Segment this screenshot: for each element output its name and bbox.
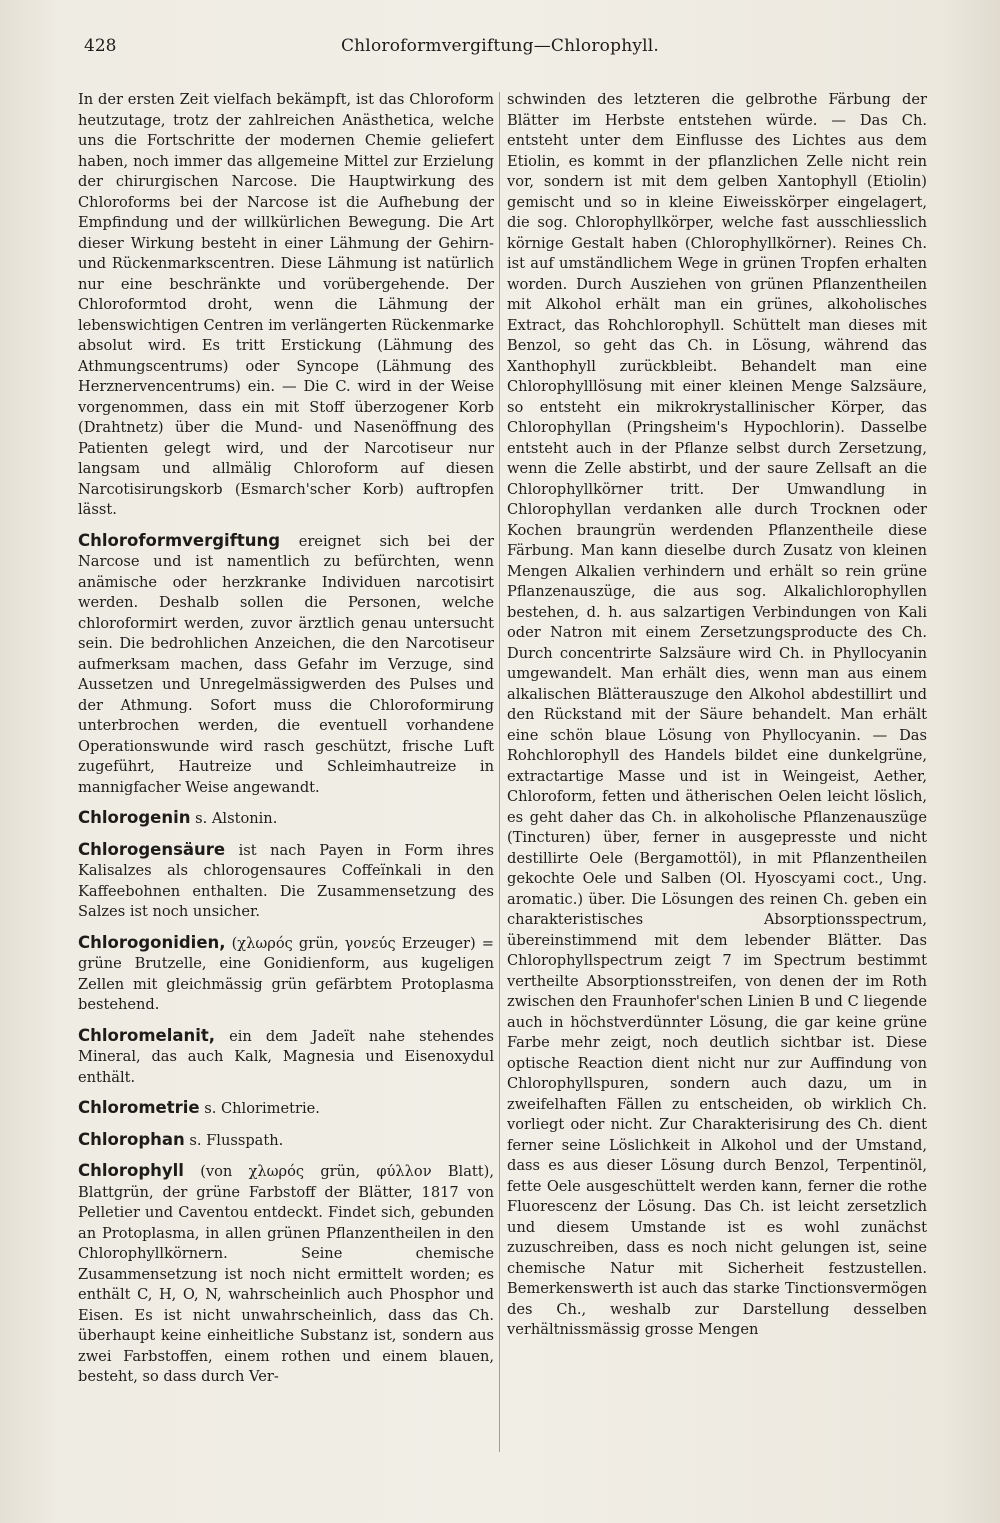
headword: Chloromelanit, bbox=[78, 1025, 216, 1045]
entry-text: (χλωρός grün, γονεύς Erzeuger) = grüne Brutzelle, eine Gonidienform, aus kugeligen Zellen mit gleichmässig grün gefärbtem Protoplasma bestehend. bbox=[78, 934, 494, 1013]
left-column bbox=[78, 90, 494, 1388]
headword: Chlorophan bbox=[78, 1129, 185, 1149]
entry-text: s. Chlorimetrie. bbox=[199, 1100, 320, 1117]
entry-text: ein dem Jadeït nahe stehendes Mineral, das auch Kalk, Magnesia und Eisenoxydul enthält. bbox=[78, 1027, 494, 1086]
headword: Chlorogonidien, bbox=[78, 932, 226, 952]
continued-paragraph: schwinden des letzteren die gelbrothe Färbung der Blätter im Herbste entstehen würde. — Das Ch. entsteht unter dem Einflusse des Lichtes aus dem Etiolin, es kommt in der pflanzlichen Zelle nicht rein vor, sondern ist mit dem gelben Xantophyll (Etiolin) gemischt und so in kleine Eiweisskörper eingelagert, die sog. Chlorophyllkörper, welche fast ausschliesslich körnige Gestalt haben (Chlorophyllkörner). Reines Ch. ist auf umständlichem Wege in grünen Tropfen erhalten worden. Durch Ausziehen von grünen Pflanzentheilen mit Alkohol erhält man ein grünes, alkoholisches Extract, das Rohchlorophyll. Schüttelt man dieses mit Benzol, so geht das Ch. in Lösung, während das Xanthophyll zurückbleibt. Behandelt man eine Chlorophylllösung mit einer kleinen Menge Salzsäure, so entsteht ein mikrokrystallinischer Körper, das Chlorophyllan (Pringsheim's Hypochlorin). Dasselbe entsteht auch in der Pflanze selbst durch Zersetzung, wenn die Zelle abstirbt, und der saure Zellsaft an die Chlorophyllkörner tritt. Der Umwandlung in Chlorophyllan verdanken alle durch Trocknen oder Kochen braungrün werdenden Pflanzentheile diese Färbung. Man kann dieselbe durch Zusatz von kleinen Mengen Alkalien verhindern und erhält so rein grüne Pflanzenauszüge, die aus sog. Alkalichlorophyllen bestehen, d. h. aus salzartigen Verbindungen von Kali oder Natron mit einem Zersetzungsproducte des Ch. Durch concentrirte Salzsäure wird Ch. in Phyllocyanin umgewandelt. Man erhält dies, wenn man aus einem alkalischen Blätterauszuge den Alkohol abdestillirt und den Rückstand mit der Säure behandelt. Man erhält eine schön blaue Lösung von Phyllocyanin. — Das Rohchlorophyll des Handels bildet eine dunkelgrüne, extractartige Masse und ist in Weingeist, Aether, Chloroform, fetten und ätherischen Oelen leicht löslich, es geht daher das Ch. in alkoholische Pflanzenauszüge (Tincturen) über, ferner in ausgepresste und nicht destillirte Oele (Bergamottöl), in mit Pflanzentheilen gekochte Oele und Salben (Ol. Hyoscyami coct., Ung. aromatic.) über. Die Lösungen des reinen Ch. geben ein charakteristisches Absorptionsspectrum, übereinstimmend mit dem lebender Blätter. Das Chlorophyllspectrum zeigt 7 im Spectrum bestimmt vertheilte Absorptionsstreifen, von denen der im Roth zwischen den Fraunhofer'schen Linien B und C liegende auch in höchstverdünnter Lösung, die gar keine grüne Farbe mehr zeigt, noch deutlich sichtbar ist. Diese optische Reaction dient nicht nur zur Auffindung von Chlorophyllspuren, sondern auch dazu, um in zweifelhaften Fällen zu entscheiden, ob wirklich Ch. vorliegt oder nicht. Zur Charakterisirung des Ch. dient ferner seine Löslichkeit in Alkohol und der Umstand, dass es aus dieser Lösung durch Benzol, Terpentinöl, fette Oele ausgeschüttelt werden kann, ferner die rothe Fluorescenz der Lösung. Das Ch. ist leicht zersetzlich und diesem Umstande ist es wohl zunächst zuzuschreiben, dass es noch nicht gelungen ist, seine chemische Natur mit Sicherheit festzustellen. Bemerkenswerth ist auch das starke Tinctionsvermögen des Ch., weshalb zur Darstellung desselben verhältnissmässig grosse Mengen bbox=[507, 91, 927, 1338]
entry-text: s. Flusspath. bbox=[184, 1131, 284, 1149]
headword: Chloroformvergiftung bbox=[78, 530, 281, 550]
page-header bbox=[80, 36, 920, 66]
entry-chloroformvergiftung bbox=[78, 531, 494, 799]
headword: Chlorogenin bbox=[78, 808, 191, 827]
entry-text: s. Alstonin. bbox=[190, 810, 278, 827]
page-number: 428 bbox=[84, 36, 117, 56]
entry-chlorogenin bbox=[78, 808, 494, 830]
entry-chloromelanit bbox=[78, 1026, 494, 1089]
entry-text: (von χλωρός grün, φύλλον Blatt), Blattgrün, der grüne Farbstoff der Blätter, 1817 von Pelletier und Caventou entdeckt. Findet sich, gebunden an Protoplasma, in allen grünen Pflanzentheilen in den Chlorophyllkörnern. Seine chemische Zusammensetzung ist noch nicht ermittelt worden; es enthält C, H, O, N, wahrscheinlich auch Phosphor und Eisen. Es ist nicht unwahrscheinlich, dass das Ch. überhaupt keine einheitliche Substanz ist, sondern aus zwei Farbstoffen, einem rothen und einem blauen, besteht, so dass durch Ver- bbox=[78, 1163, 494, 1385]
column-divider bbox=[499, 92, 500, 1452]
right-column bbox=[507, 90, 927, 1341]
headword: Chlorometrie bbox=[78, 1098, 200, 1117]
entry-chlorogensaeure bbox=[78, 840, 494, 923]
headword: Chlorophyll bbox=[78, 1161, 184, 1180]
entry-text: ereignet sich bei der Narcose und ist namentlich zu befürchten, wenn anämische oder herzkranke Individuen narcotisirt werden. Deshalb sollen die Personen, welche chloroformirt werden, zuvor ärztlich genau untersucht sein. Die bedrohlichen Anzeichen, die den Narcotiseur aufmerksam machen, dass Gefahr im Verzuge, sind Aussetzen und Unregelmässigwerden des Pulses und der Athmung. Sofort muss die Chloroformirung unterbrochen werden, die eventuell vorhandene Operationswunde wird rasch geschützt, frische Luft zugeführt, Hautreize und Schleimhautreize in mannigfacher Weise angewandt. bbox=[78, 532, 494, 796]
intro-paragraph: In der ersten Zeit vielfach bekämpft, ist das Chloroform heutzutage, trotz der zahlreichen Anästhetica, welche uns die Fortschritte der modernen Chemie geliefert haben, noch immer das allgemeine Mittel zur Erzielung der chirurgischen Narcose. Die Hauptwirkung des Chloroforms bei der Narcose ist die Aufhebung der Empfindung und der willkürlichen Bewegung. Die Art dieser Wirkung besteht in einer Lähmung der Gehirn- und Rückenmarkscentren. Diese Lähmung ist natürlich nur eine beschränkte und vorübergehende. Der Chloroformtod droht, wenn die Lähmung der lebenswichtigen Centren im verlängerten Rückenmarke absolut wird. Es tritt Erstickung (Lähmung des Athmungscentrums) oder Syncope (Lähmung des Herznervencentrums) ein. — Die C. wird in der Weise vorgenommen, dass ein mit Stoff überzogener Korb (Drahtnetz) über die Mund- und Nasenöffnung des Patienten gelegt wird, und der Narcotiseur nur langsam und allmälig Chloroform auf diesen Narcotisirungskorb (Esmarch'scher Korb) auftropfen lässt. bbox=[78, 91, 494, 518]
entry-chlorophyll bbox=[78, 1161, 494, 1388]
entry-chlorometrie bbox=[78, 1098, 494, 1120]
entry-chlorophan bbox=[78, 1130, 494, 1152]
running-head: Chloroformvergiftung—Chlorophyll. bbox=[340, 36, 660, 56]
entry-chlorogonidien bbox=[78, 933, 494, 1016]
headword: Chlorogensäure bbox=[78, 839, 226, 859]
entry-text: ist nach Payen in Form ihres Kalisalzes als chlorogensaures Coffeïnkali in den Kaffeebohnen enthalten. Die Zusammensetzung des Salzes ist noch unsicher. bbox=[78, 841, 494, 920]
